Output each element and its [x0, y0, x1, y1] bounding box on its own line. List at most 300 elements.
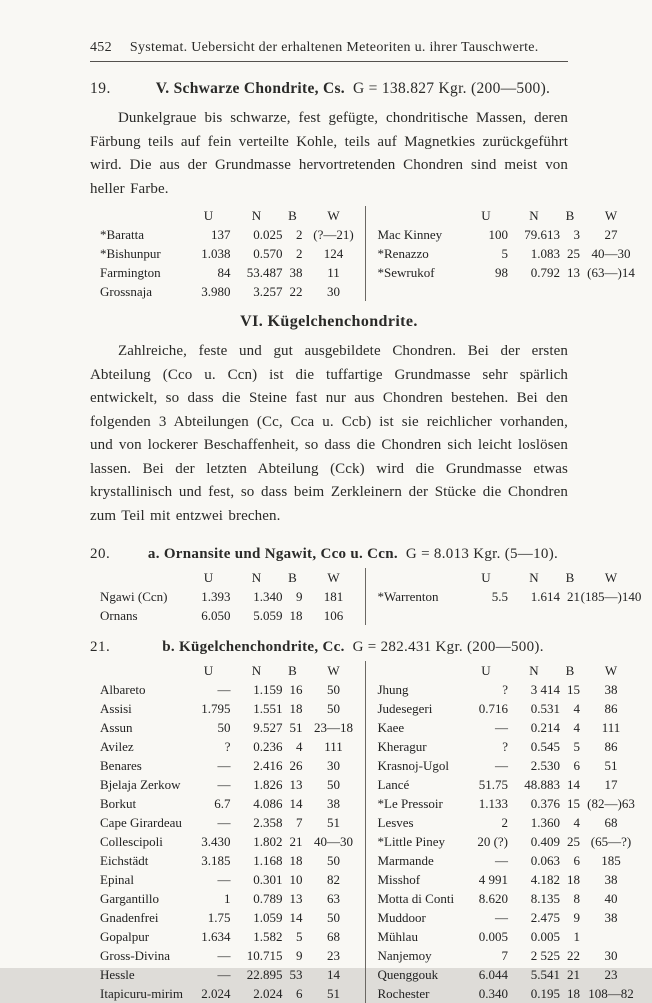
value-b: 15: [567, 796, 580, 811]
value-w: 40—30: [314, 834, 353, 849]
value-u: —: [495, 758, 508, 773]
meteorite-name: Mac Kinney: [377, 227, 443, 242]
section-21-heading: [90, 639, 568, 656]
section-21-formula: G = 282.431 Kgr. (200—500).: [352, 639, 544, 655]
col-header-b: B: [288, 663, 297, 678]
col-header-u: U: [203, 663, 214, 678]
col-header-b: B: [288, 208, 297, 223]
value-w: 50: [327, 853, 340, 868]
meteorite-name: Epinal: [100, 872, 134, 887]
meteorite-name: Nanjemoy: [377, 948, 432, 963]
value-b: 14: [289, 910, 303, 925]
value-b: 53: [289, 967, 303, 982]
value-w: 40—30: [591, 246, 631, 261]
value-b: 18: [567, 872, 580, 887]
value-u: 0.005: [478, 929, 508, 944]
value-u: 98: [495, 265, 508, 280]
value-w: 51: [327, 986, 340, 1001]
col-header-b: B: [565, 208, 575, 223]
meteorite-name: Krasnoj-Ugol: [377, 758, 449, 773]
value-n: 1.582: [253, 929, 283, 944]
value-n: 0.025: [253, 227, 283, 242]
table-row: [378, 718, 643, 737]
value-n: 79.613: [524, 227, 560, 242]
value-w: 30: [327, 758, 340, 773]
table-row: [100, 889, 365, 908]
value-n: 0.789: [253, 891, 283, 906]
page-number: 452: [90, 40, 112, 55]
value-b: 25: [567, 246, 580, 261]
col-header-n: N: [529, 570, 539, 585]
value-u: 3.980: [201, 284, 231, 299]
table-row: [378, 244, 643, 263]
col-header-w: W: [604, 663, 618, 678]
value-n: 1.551: [253, 701, 283, 716]
section-vi-paragraph: Zahlreiche, feste und gut ausgebildete Chondren. Bei der ersten Abteilung (Cco u. Ccn) ist die tuffartige Grundmasse sehr spärlich entwickelt, so dass die Steine fast nur aus Chondren bestehen. Bei den folgenden 3 Abteilungen (Cc, Cca u. Ccb) ist sie reichlicher vorhanden, und von lockerer Beschaffenheit, so dass die Chondren sich leicht loslösen lassen. Bei der letzten Abteilung (Cck) wird die Grundmasse etwas krystallinisch und fest, so dass beim Zerkleinern der Stücke die Chondren zum Teil mit entzwei brechen.: [90, 343, 568, 524]
value-w: 14: [327, 967, 340, 982]
meteorite-name: Itapicuru-mirim: [100, 986, 184, 1001]
table-body: [100, 225, 365, 301]
meteorite-name: *Renazzo: [377, 246, 429, 261]
value-u: —: [217, 777, 231, 792]
value-n: 0.301: [253, 872, 283, 887]
value-b: 14: [567, 777, 580, 792]
meteorite-name: *Little Piney: [377, 834, 446, 849]
value-u: 6.044: [478, 967, 508, 982]
value-w: 40: [604, 891, 618, 906]
meteorite-name: Eichstädt: [100, 853, 149, 868]
value-b: 9: [296, 948, 303, 963]
value-n: 1.360: [530, 815, 560, 830]
value-w: (63—)14: [587, 265, 635, 280]
value-u: —: [495, 910, 508, 925]
meteorite-name: Assisi: [100, 701, 132, 716]
value-b: 22: [567, 948, 580, 963]
value-n: 3 414: [530, 682, 560, 697]
value-u: 4 991: [478, 872, 508, 887]
value-u: —: [217, 872, 231, 887]
table-row: [378, 225, 643, 244]
table-row: [378, 870, 643, 889]
table-body: [378, 680, 643, 1003]
value-w: 108—82: [588, 986, 634, 1001]
table-row: [100, 965, 365, 984]
value-b: 14: [289, 796, 303, 811]
table-header-row: [378, 661, 643, 680]
meteorite-name: Misshof: [377, 872, 421, 887]
value-u: 1.393: [201, 589, 231, 604]
meteorite-name: Quenggouk: [377, 967, 439, 982]
value-b: 21: [289, 834, 303, 849]
value-n: 10.715: [246, 948, 283, 963]
col-header-u: U: [481, 208, 491, 223]
value-n: 0.376: [530, 796, 560, 811]
value-n: 1.083: [530, 246, 560, 261]
table-header-row: [100, 568, 365, 587]
value-n: 0.792: [530, 265, 560, 280]
meteorite-name: Albareto: [100, 682, 146, 697]
value-b: 5: [296, 929, 303, 944]
table-left-half: [90, 568, 365, 625]
value-w: 181: [323, 589, 344, 604]
value-n: 2.530: [530, 758, 560, 773]
meteorite-name: Mühlau: [377, 929, 418, 944]
col-header-w: W: [327, 570, 340, 585]
table-row: [378, 908, 643, 927]
value-n: 1.168: [253, 853, 283, 868]
value-n: 53.487: [246, 265, 283, 280]
value-u: ?: [502, 682, 508, 697]
table-row: [100, 282, 365, 301]
value-w: 38: [327, 796, 340, 811]
meteorite-name: Gopalpur: [100, 929, 150, 944]
col-header-u: U: [481, 570, 491, 585]
meteorite-name: Lesves: [377, 815, 414, 830]
value-w: 23—18: [314, 720, 353, 735]
col-header-u: U: [481, 663, 491, 678]
table-right-half: [365, 661, 643, 1003]
section-20-formula: G = 8.013 Kgr. (5—10).: [405, 546, 559, 562]
value-u: 1.133: [478, 796, 508, 811]
value-n: 3.257: [253, 284, 283, 299]
table-row: [100, 680, 365, 699]
value-b: 26: [289, 758, 303, 773]
value-b: 16: [289, 682, 303, 697]
value-u: 100: [488, 227, 508, 242]
table-right-half: [365, 568, 643, 625]
meteorite-name: Assun: [100, 720, 133, 735]
value-n: 5.059: [253, 608, 283, 623]
table-row: [100, 908, 365, 927]
table-header-row: [100, 206, 365, 225]
col-header-u: U: [203, 208, 214, 223]
meteorite-name: Ngawi (Ccn): [100, 589, 168, 604]
value-w: 38: [604, 910, 618, 925]
table-row: [378, 965, 643, 984]
header-rule: [90, 61, 568, 62]
col-header-w: W: [604, 208, 618, 223]
table-row: [378, 946, 643, 965]
value-w: 106: [323, 608, 344, 623]
section-19-heading: [90, 80, 568, 98]
meteorite-name: *Baratta: [100, 227, 145, 242]
meteorite-name: *Le Pressoir: [377, 796, 443, 811]
value-b: 18: [567, 986, 580, 1001]
table-row: [378, 680, 643, 699]
section-19-formula: G = 138.827 Kgr. (200—500).: [352, 80, 551, 97]
meteorite-name: *Bishunpur: [100, 246, 161, 261]
table-row: [100, 851, 365, 870]
col-header-b: B: [288, 570, 297, 585]
table-body: [100, 587, 365, 625]
meteorite-name: *Sewrukof: [377, 265, 435, 280]
value-n: 1.614: [530, 589, 560, 604]
value-u: —: [495, 720, 508, 735]
value-n: 48.883: [524, 777, 560, 792]
value-u: 51.75: [478, 777, 508, 792]
section-vi-heading: VI. Kügelchenchondrite.: [240, 313, 418, 330]
value-b: 3: [573, 227, 580, 242]
section-20-title: a. Ornansite und Ngawit, Cco u. Ccn.: [147, 546, 398, 562]
value-w: 68: [604, 815, 618, 830]
table-body: [100, 680, 365, 1003]
table-header-row: [378, 568, 643, 587]
value-n: 0.531: [530, 701, 560, 716]
value-w: 111: [601, 720, 621, 735]
value-u: —: [217, 815, 231, 830]
col-header-n: N: [251, 570, 262, 585]
value-b: 13: [289, 891, 303, 906]
table-row: [100, 587, 365, 606]
value-u: —: [217, 758, 231, 773]
value-w: 63: [327, 891, 340, 906]
value-w: (185—)140: [580, 589, 642, 604]
value-u: 7: [501, 948, 508, 963]
value-b: 21: [567, 589, 580, 604]
table-row: [100, 756, 365, 775]
value-b: 51: [289, 720, 303, 735]
value-u: 8.620: [478, 891, 508, 906]
section-21-title: b. Kügelchenchondrite, Cc.: [162, 639, 345, 655]
meteorite-name: Kaee: [377, 720, 405, 735]
value-w: 124: [323, 246, 344, 261]
value-u: ?: [502, 739, 508, 754]
value-w: 38: [604, 872, 618, 887]
value-n: 4.182: [530, 872, 560, 887]
table-row: [378, 794, 643, 813]
value-n: 2.475: [530, 910, 560, 925]
meteorite-name: Gross-Divina: [100, 948, 171, 963]
value-n: 1.059: [253, 910, 283, 925]
value-b: 2: [296, 227, 303, 242]
table-body: [378, 225, 643, 282]
section-20-heading: [90, 546, 568, 563]
table-row: [100, 699, 365, 718]
meteorite-name: Gnadenfrei: [100, 910, 159, 925]
value-w: 51: [327, 815, 340, 830]
col-header-w: W: [604, 570, 618, 585]
section-21-number: 21.: [90, 639, 111, 655]
table-row: [378, 851, 643, 870]
value-b: 4: [573, 720, 580, 735]
meteorite-name: Hessle: [100, 967, 135, 982]
value-w: 23: [604, 967, 618, 982]
value-n: 1.340: [253, 589, 283, 604]
value-w: 50: [327, 777, 340, 792]
meteorite-name: Benares: [100, 758, 142, 773]
value-n: 0.063: [530, 853, 560, 868]
col-header-n: N: [529, 208, 539, 223]
value-b: 22: [289, 284, 303, 299]
value-b: 13: [289, 777, 303, 792]
value-n: 1.802: [253, 834, 283, 849]
value-b: 8: [573, 891, 580, 906]
value-n: 0.236: [253, 739, 283, 754]
value-u: —: [217, 948, 231, 963]
meteorite-name: Borkut: [100, 796, 137, 811]
ornansite-table: [90, 568, 642, 625]
table-row: [100, 775, 365, 794]
value-w: 68: [327, 929, 340, 944]
value-n: 0.570: [253, 246, 283, 261]
meteorite-name: Kheragur: [377, 739, 427, 754]
value-w: 23: [327, 948, 340, 963]
value-n: 1.159: [253, 682, 283, 697]
value-b: 4: [573, 815, 580, 830]
value-w: 30: [604, 948, 618, 963]
meteorite-name: Farmington: [100, 265, 161, 280]
table-row: [378, 832, 643, 851]
table-row: [378, 587, 643, 606]
table-row: [378, 813, 643, 832]
value-u: 1.75: [207, 910, 231, 925]
value-u: 1: [224, 891, 231, 906]
value-b: 1: [573, 929, 580, 944]
value-b: 4: [573, 701, 580, 716]
table-header-row: [100, 661, 365, 680]
value-w: 27: [604, 227, 618, 242]
col-header-u: U: [203, 570, 214, 585]
table-row: [378, 889, 643, 908]
table-row: [378, 927, 643, 946]
col-header-b: B: [565, 570, 575, 585]
value-n: 4.086: [253, 796, 283, 811]
value-b: 6: [573, 853, 580, 868]
value-n: 9.527: [253, 720, 283, 735]
meteorite-name: Lancé: [377, 777, 410, 792]
value-n: 0.214: [530, 720, 560, 735]
value-u: 0.340: [478, 986, 508, 1001]
table-row: [378, 263, 643, 282]
value-u: 6.7: [214, 796, 231, 811]
value-w: 38: [604, 682, 618, 697]
value-u: 50: [217, 720, 231, 735]
value-u: 2: [501, 815, 508, 830]
value-b: 7: [296, 815, 303, 830]
value-w: (82—)63: [587, 796, 635, 811]
value-w: 50: [327, 910, 340, 925]
meteorite-name: Muddoor: [377, 910, 426, 925]
meteorite-name: Rochester: [377, 986, 430, 1001]
value-w: 82: [327, 872, 340, 887]
table-row: [378, 737, 643, 756]
running-header: [90, 40, 568, 56]
value-u: —: [217, 967, 231, 982]
table-row: [100, 813, 365, 832]
meteorite-name: Marmande: [377, 853, 434, 868]
running-title: Systemat. Uebersicht der erhaltenen Meteoriten u. ihrer Tauschwerte.: [129, 40, 539, 55]
table-left-half: [90, 206, 365, 301]
meteorite-name: Grossnaja: [100, 284, 152, 299]
value-b: 9: [573, 910, 580, 925]
kuegelchenchondrite-table: [90, 661, 642, 1003]
table-header-row: [378, 206, 643, 225]
value-u: 137: [211, 227, 231, 242]
value-w: 30: [327, 284, 340, 299]
table-row: [378, 984, 643, 1003]
value-u: 5.5: [491, 589, 508, 604]
value-n: 0.409: [530, 834, 560, 849]
value-u: 5: [501, 246, 508, 261]
value-b: 18: [289, 701, 303, 716]
value-w: 185: [601, 853, 621, 868]
value-b: 4: [296, 739, 303, 754]
table-row: [100, 870, 365, 889]
section-19-number: 19.: [90, 80, 111, 97]
value-n: 2 525: [530, 948, 560, 963]
value-u: —: [495, 853, 508, 868]
value-w: 111: [324, 739, 343, 754]
table-row: [100, 225, 365, 244]
meteorite-name: Collescipoli: [100, 834, 163, 849]
value-u: 6.050: [201, 608, 231, 623]
value-b: 25: [567, 834, 580, 849]
value-w: 11: [327, 265, 340, 280]
value-u: 1.634: [201, 929, 231, 944]
meteorite-name: *Warrenton: [377, 589, 439, 604]
meteorite-name: Bjelaja Zerkow: [100, 777, 181, 792]
table-row: [100, 737, 365, 756]
value-u: —: [217, 682, 231, 697]
value-w: 51: [604, 758, 618, 773]
value-b: 6: [296, 986, 303, 1001]
value-n: 22.895: [246, 967, 283, 982]
value-w: 17: [604, 777, 618, 792]
value-w: (?—21): [313, 227, 354, 242]
table-row: [100, 946, 365, 965]
meteorite-name: Jhung: [377, 682, 409, 697]
value-n: 0.005: [530, 929, 560, 944]
value-w: 50: [327, 701, 340, 716]
value-b: 38: [289, 265, 303, 280]
value-b: 9: [296, 589, 303, 604]
value-b: 10: [289, 872, 303, 887]
meteorite-name: Avilez: [100, 739, 134, 754]
value-u: 3.430: [201, 834, 231, 849]
section-19-paragraph: Dunkelgraue bis schwarze, fest gefügte, chondritische Massen, deren Färbung teils auf fein verteilte Kohle, teils auf Magnetkies zurückgeführt wird. Die aus der Grundmasse hervortretenden Chondren sind meist von heller Farbe.: [90, 110, 568, 197]
value-b: 18: [289, 853, 303, 868]
value-b: 2: [296, 246, 303, 261]
table-row: [378, 756, 643, 775]
table-body: [378, 587, 643, 606]
value-u: ?: [224, 739, 231, 754]
schwarze-chondrite-table: [90, 206, 642, 301]
col-header-n: N: [251, 663, 262, 678]
col-header-n: N: [251, 208, 262, 223]
value-u: 0.716: [478, 701, 508, 716]
table-row: [378, 699, 643, 718]
meteorite-name: Motta di Conti: [377, 891, 455, 906]
value-w: 86: [604, 701, 618, 716]
value-w: 86: [604, 739, 618, 754]
meteorite-name: Gargantillo: [100, 891, 159, 906]
table-row: [100, 984, 365, 1003]
table-row: [100, 606, 365, 625]
value-b: 13: [567, 265, 580, 280]
table-row: [100, 832, 365, 851]
value-n: 5.541: [530, 967, 560, 982]
table-right-half: [365, 206, 643, 301]
value-u: 1.038: [201, 246, 231, 261]
value-u: 2.024: [201, 986, 231, 1001]
table-row: [100, 244, 365, 263]
value-n: 2.416: [253, 758, 283, 773]
col-header-w: W: [327, 663, 340, 678]
value-n: 8.135: [530, 891, 560, 906]
value-u: 1.795: [201, 701, 231, 716]
section-19-title: V. Schwarze Chondrite, Cs.: [155, 80, 345, 97]
value-b: 21: [567, 967, 580, 982]
